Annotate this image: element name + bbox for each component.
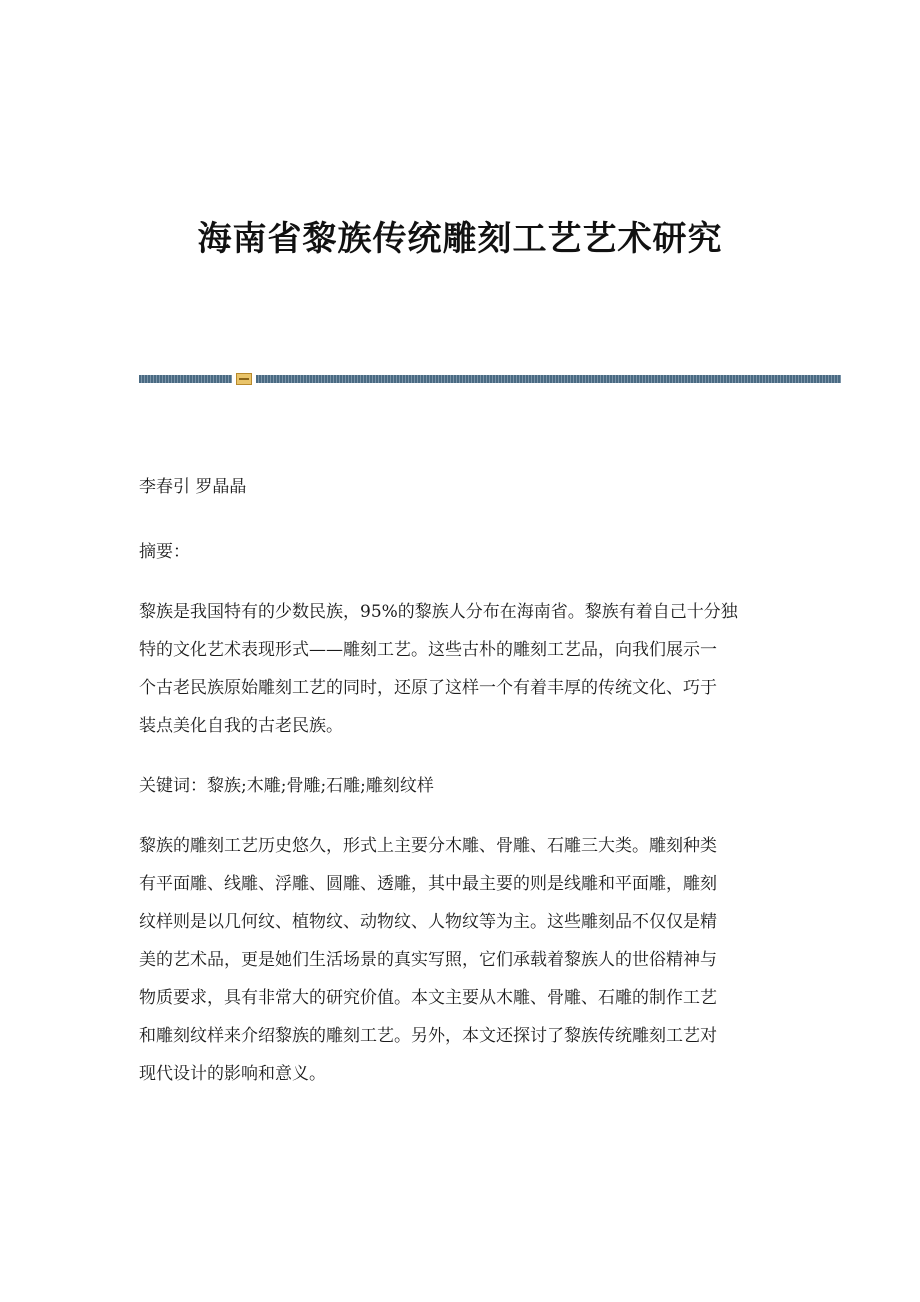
abstract-line: 个古老民族原始雕刻工艺的同时，还原了这样一个有着丰厚的传统文化、巧于 [139,678,717,698]
keywords: 关键词：黎族;木雕;骨雕;石雕;雕刻纹样 [139,776,434,796]
authors: 李春引 罗晶晶 [139,477,247,497]
keywords-block [139,767,779,805]
divider-bar-right [256,375,841,383]
divider-ornament-icon [236,373,252,385]
divider-bar-left [139,375,232,383]
title-divider [139,375,841,383]
abstract-line: 黎族是我国特有的少数民族，95%的黎族人分布在海南省。黎族有着自己十分独 [139,602,738,622]
abstract-label-block [139,533,779,571]
document-body [139,468,779,1115]
body-line: 有平面雕、线雕、浮雕、圆雕、透雕，其中最主要的则是线雕和平面雕，雕刻 [139,874,717,894]
authors-block [139,468,779,506]
document-title: 海南省黎族传统雕刻工艺艺术研究 [197,219,723,259]
abstract-label: 摘要： [139,542,190,562]
abstract-line: 特的文化艺术表现形式——雕刻工艺。这些古朴的雕刻工艺品，向我们展示一 [139,640,717,660]
abstract-paragraph [139,593,779,745]
body-paragraph [139,827,779,1093]
body-line: 纹样则是以几何纹、植物纹、动物纹、人物纹等为主。这些雕刻品不仅仅是精 [139,912,717,932]
body-line: 现代设计的影响和意义。 [139,1064,326,1084]
body-line: 物质要求，具有非常大的研究价值。本文主要从木雕、骨雕、石雕的制作工艺 [139,988,717,1008]
body-line: 和雕刻纹样来介绍黎族的雕刻工艺。另外，本文还探讨了黎族传统雕刻工艺对 [139,1026,717,1046]
abstract-line: 装点美化自我的古老民族。 [139,716,343,736]
body-line: 美的艺术品，更是她们生活场景的真实写照，它们承载着黎族人的世俗精神与 [139,950,717,970]
body-line: 黎族的雕刻工艺历史悠久，形式上主要分木雕、骨雕、石雕三大类。雕刻种类 [139,836,717,856]
